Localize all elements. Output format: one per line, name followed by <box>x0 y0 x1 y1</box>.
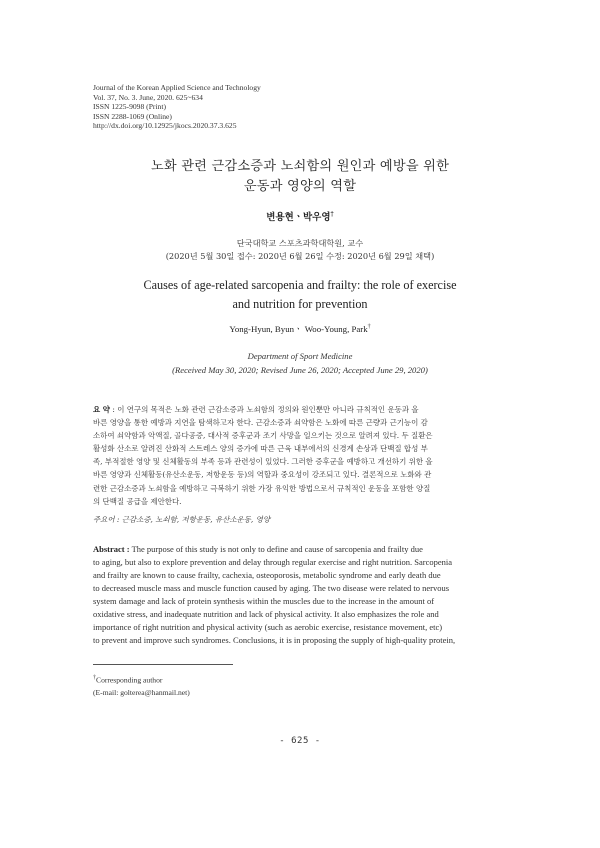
korean-authors <box>0 209 600 223</box>
english-abstract-line: system damage and lack of protein synthesis within the muscles due to the increase in the amount of <box>93 596 435 606</box>
footnote <box>93 672 393 699</box>
english-corresponding-mark: † <box>367 324 371 331</box>
english-author-names: Yong-Hyun, Byunㆍ Woo-Young, Park <box>229 324 368 334</box>
korean-title <box>60 157 540 197</box>
korean-received-dates: (2020년 5월 30일 접수: 2020년 6월 26일 수정: 2020년 6월 29일 채택) <box>165 251 435 261</box>
english-abstract-line: to prevent and improve such syndromes. Conclusions, it is in proposing the supply of high-quality protein, <box>93 635 456 645</box>
footnote-divider <box>93 664 233 665</box>
korean-abstract-line: 활성화 산소로 알려진 산화적 스트레스 양의 증가에 따른 근육 내부에서의 신경계 손상과 단백질 합성 부 <box>93 444 428 454</box>
page-number: - 625 - <box>279 736 321 746</box>
journal-issn-print: ISSN 1225-9098 (Print) <box>93 102 166 112</box>
english-abstract-line: importance of right nutrition and physical activity (such as aerobic exercise, resistance movement, etc) <box>93 622 443 632</box>
journal-header <box>93 83 393 131</box>
footnote-email: (E-mail: golterea@hanmail.net) <box>93 687 190 697</box>
english-abstract-line: and frailty are known to cause frailty, cachexia, osteoporosis, metabolic syndrome and early death due <box>93 570 441 580</box>
english-abstract <box>93 543 507 647</box>
journal-doi-link[interactable]: http://dx.doi.org/10.12925/jkocs.2020.37.3.625 <box>93 121 237 131</box>
english-abstract-label: Abstract : <box>93 544 130 554</box>
korean-abstract-line: 의 단백질 공급을 제안한다. <box>93 496 182 506</box>
korean-abstract-line: 련한 근감소증과 노쇠함을 예방하고 극복하기 위한 가장 유익한 방법으로서 규칙적인 운동을 포함한 양질 <box>93 483 431 493</box>
english-affiliation: Department of Sport Medicine <box>247 351 353 361</box>
korean-title-line-2: 운동과 영양의 역할 <box>243 179 357 194</box>
english-abstract-line <box>93 543 507 556</box>
journal-issn-online: ISSN 2288-1069 (Online) <box>93 111 172 121</box>
english-received-dates: (Received May 30, 2020; Revised June 26, 2020; Accepted June 29, 2020) <box>172 365 428 375</box>
footnote-line-1 <box>93 672 393 687</box>
english-title <box>60 276 540 313</box>
journal-name: Journal of the Korean Applied Science and Technology <box>93 83 261 92</box>
journal-volume: Vol. 37, No. 3. June, 2020. 625~634 <box>93 92 203 102</box>
korean-abstract-line: 바른 영양을 통한 예방과 지연을 탐색하고자 한다. 근감소증과 쇠약함은 노화에 따른 근량과 근기능이 감 <box>93 418 428 428</box>
english-abstract-line: to decreased muscle mass and muscle function caused by aging. The two disease were related to nervous <box>93 583 450 593</box>
english-abstract-line: to aging, but also to explore prevention and delay through regular exercise and right nutrition. Sarcopenia <box>93 557 453 567</box>
korean-abstract-line: 소하여 쇠약함과 악액질, 골다공증, 대사적 증후군과 조기 사망을 일으키는 것으로 알려져 있다. 두 질환은 <box>93 431 433 441</box>
footnote-corresponding: Corresponding author <box>96 675 163 685</box>
english-abstract-line: oxidative stress, and inadequate nutrition and lack of physical activity. It also emphasizes the role and <box>93 609 439 619</box>
english-abstract-text: The purpose of this study is not only to define and cause of sarcopenia and frailty due <box>129 544 423 554</box>
korean-title-line-1: 노화 관련 근감소증과 노쇠함의 원인과 예방을 위한 <box>150 159 450 174</box>
korean-keywords: 주요어 : 근감소증, 노쇠함, 저항운동, 유산소운동, 영양 <box>93 515 271 524</box>
korean-abstract-line: 바른 영양과 신체활동(유산소운동, 저항운동 등)의 역할과 중요성이 강조되고 있다. 결론적으로 노화와 관 <box>93 470 432 480</box>
korean-abstract-label: 요 약 <box>93 405 110 414</box>
korean-abstract <box>93 403 507 508</box>
english-affiliation-block <box>0 349 600 377</box>
english-title-line-2: and nutrition for prevention <box>232 296 368 311</box>
corresponding-author-mark: † <box>330 210 334 218</box>
korean-affiliation: 단국대학교 스포츠과학대학원, 교수 <box>236 238 364 248</box>
korean-author-names: 변용현ㆍ박우영 <box>266 212 331 223</box>
korean-affiliation-block <box>0 237 600 263</box>
english-title-line-1: Causes of age-related sarcopenia and frailty: the role of exercise <box>143 278 457 292</box>
korean-abstract-line: 족, 부적절한 영양 및 신체활동의 부족 등과 관련성이 있었다. 그러한 증후군을 예방하고 개선하기 위한 올 <box>93 457 433 467</box>
english-authors <box>0 322 600 335</box>
korean-abstract-line <box>93 403 507 416</box>
footnote-mark: † <box>93 675 96 681</box>
korean-abstract-text: : 이 연구의 목적은 노화 관련 근감소증과 노쇠함의 정의와 원인뿐만 아니라 규칙적인 운동과 올 <box>109 405 419 414</box>
